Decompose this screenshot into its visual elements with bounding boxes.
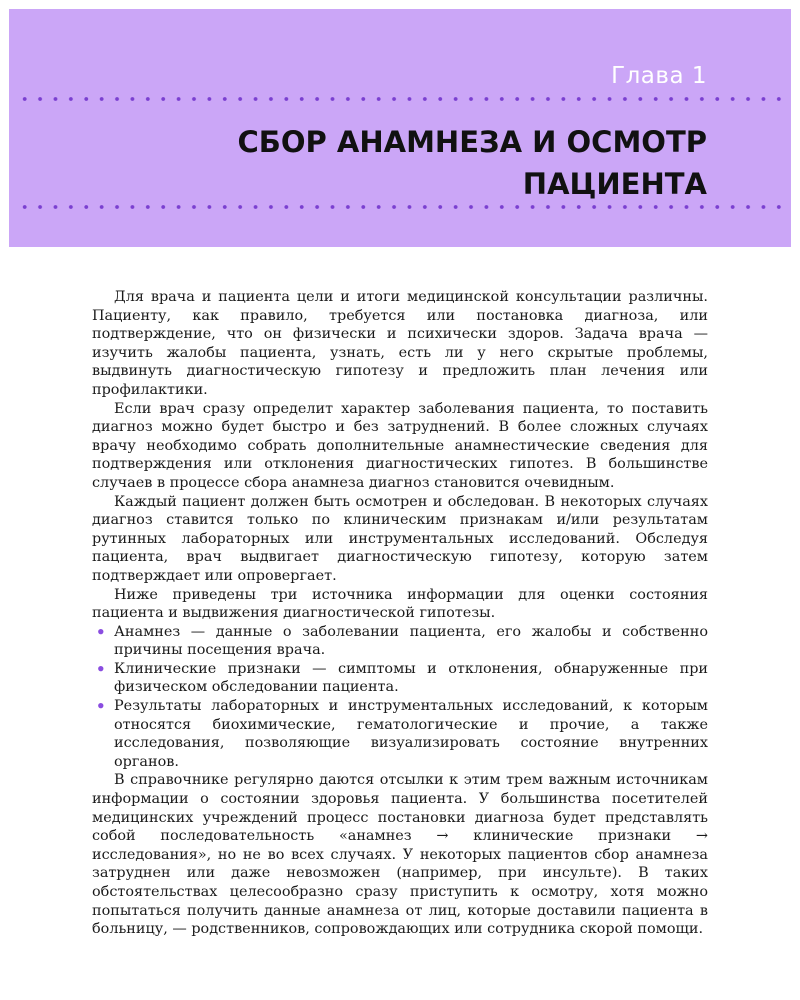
list-item	[92, 660, 708, 697]
paragraph: Каждый пациент должен быть осмотрен и обследован. В некоторых случаях диагноз ставится только по клиническим признакам и/или результатам рутинных лабораторных или инструментальных исследований. Обследуя пациента, врач выдвигает диагностическую гипотезу, которую затем подтверждает или опровергает.	[92, 493, 708, 584]
body-text	[92, 288, 708, 939]
list-item-text: Результаты лабораторных и инструментальных исследований, к которым относятся биохимические, гематологические и прочие, а также исследования, позволяющие визуализировать состояние внутренних органов.	[114, 698, 708, 770]
dotted-rule-bottom	[15, 204, 785, 210]
chapter-header-band	[9, 9, 791, 247]
list-item-text: Клинические признаки — симптомы и отклонения, обнаруженные при физическом обследовании пациента.	[114, 660, 708, 696]
paragraph: Ниже приведены три источника информации для оценки состояния пациента и выдвижения диагностической гипотезы.	[92, 586, 708, 622]
list-item	[92, 623, 708, 660]
chapter-title: СБОР АНАМНЕЗА И ОСМОТР ПАЦИЕНТА	[237, 125, 707, 201]
info-sources-list	[92, 623, 708, 772]
bullet-icon: •	[96, 697, 106, 716]
paragraph: Если врач сразу определит характер заболевания пациента, то поставить диагноз можно будет быстро и без затруднений. В более сложных случаях врачу необходимо собрать дополнительные анамнестические сведения для подтверждения или отклонения диагностических гипотез. В большинстве случаев в процессе сбора анамнеза диагноз становится очевидным.	[92, 400, 708, 491]
bullet-icon: •	[96, 659, 106, 678]
chapter-number: Глава 1	[611, 63, 707, 89]
paragraph: В справочнике регулярно даются отсылки к этим трем важным источникам информации о состоянии здоровья пациента. У большинства посетителей медицинских учреждений процесс постановки диагноза будет представлять собой последовательность «анамнез → клинические признаки → исследования», но не во всех случаях. У некоторых пациентов сбор анамнеза затруднен или даже невозможен (например, при инсульте). В таких обстоятельствах целесообразно сразу приступить к осмотру, хотя можно попытаться получить данные анамнеза от лиц, которые доставили пациента в больницу, — родственников, сопровождающих или сотрудника скорой помощи.	[92, 772, 708, 938]
dotted-rule-top	[15, 96, 785, 102]
bullet-icon: •	[96, 622, 106, 641]
list-item-text: Анамнез — данные о заболевании пациента, его жалобы и собственно причины посещения врача.	[114, 623, 708, 659]
list-item	[92, 697, 708, 771]
paragraph: Для врача и пациента цели и итоги медицинской консультации различны. Пациенту, как правило, требуется или постановка диагноза, или подтверждение, что он физически и психически здоров. Задача врача — изучить жалобы пациента, узнать, есть ли у него скрытые проблемы, выдвинуть диагностическую гипотезу и предложить план лечения или профилактики.	[92, 289, 708, 398]
